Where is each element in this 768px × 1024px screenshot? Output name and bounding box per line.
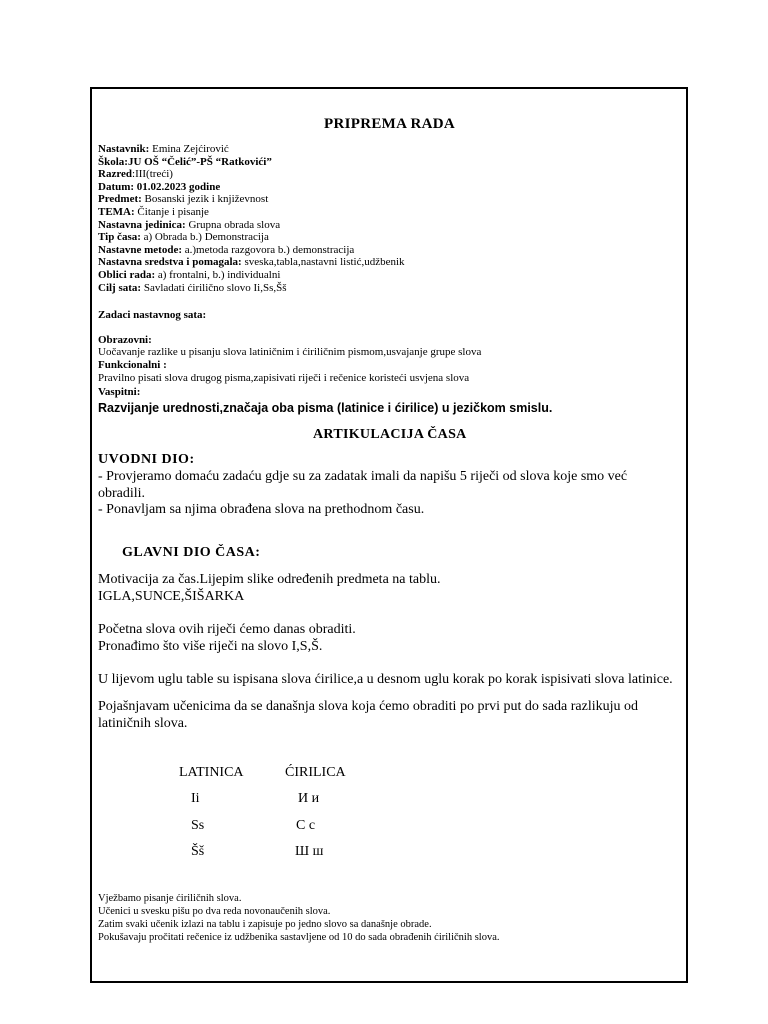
funkcionalni-label: Funkcionalni : [98,359,167,371]
info-unit: Nastavna jedinica: Grupna obrada slova [98,218,281,231]
document-title: PRIPREMA RADA [324,116,455,132]
info-goal: Cilj sata: Savladati ćirilično slovo Ii,Ss,Šš [98,281,287,294]
uvodni-heading: UVODNI DIO: [98,452,195,467]
info-date: Datum: 01.02.2023 godine [98,180,221,193]
latin-letter: Ss [191,818,205,833]
info-topic: TEMA: Čitanje i pisanje [98,205,209,218]
uvodni-text [98,469,627,519]
obrazovni-text: Uočavanje razlike u pisanju slova latiničnim i ćiriličnim pismom,usvajanje grupe slova [98,346,482,358]
info-subject: Predmet: Bosanski jezik i književnost [98,193,269,206]
latinica-header: LATINICA [179,765,244,780]
latin-letter: Šš [191,844,205,859]
tasks-heading: Zadaci nastavnog sata: [98,309,207,321]
info-grade: Razred:III(treći) [98,168,173,181]
info-work-forms: Oblici rada: a) frontalni, b.) individualni [98,268,281,281]
cirilica-header: ĆIRILICA [285,765,346,780]
paragraph-line: latiničnih slova. [98,715,188,731]
note-line: Zatim svaki učenik izlazi na tablu i zapisuje po jedno slovo sa današnje obrade. [98,919,432,930]
uvodni-line: obradili. [98,485,146,501]
funkcionalni-text: Pravilno pisati slova drugog pisma,zapisivati riječi i rečenice koristeći usvjena slova [98,372,470,384]
paragraph-line: Pojašnjavam učenicima da se današnja slova koja ćemo obraditi po prvi put do sada razlikuju od [98,699,639,714]
glavni-paragraph-2 [98,622,356,655]
lesson-info [98,143,405,294]
vaspitni-text: Razvijanje urednosti,značaja oba pisma (latinice i ćirilice) u jezičkom smislu. [98,401,553,415]
info-methods: Nastavne metode: a.)metoda razgovora b.) demonstracija [98,243,355,256]
glavni-paragraph-1 [98,572,441,605]
info-materials: Nastavna sredstva i pomagala: sveska,tabla,nastavni listić,udžbenik [98,256,405,269]
info-lesson-type: Tip časa: a) Obrada b.) Demonstracija [98,231,269,244]
note-line: Učenici u svesku pišu po dva reda novonaučenih slova. [98,906,331,917]
paragraph-line: Motivacija za čas.Lijepim slike određenih predmeta na tablu. [98,572,441,587]
paragraph-line: Početna slova ovih riječi ćemo danas obraditi. [98,622,356,637]
paragraph-line: Pronađimo što više riječi na slovo I,S,Š. [98,638,323,654]
cyrillic-letter: Ш ш [295,844,324,859]
note-line: Pokušavaju pročitati rečenice iz udžbenika sastavljene od 10 do sada obrađenih ćiriličnih slova. [98,932,500,943]
info-school: Škola:JU OŠ “Čelić”-PŠ “Ratkovići” [98,155,272,168]
glavni-paragraph-3: U lijevom uglu table su ispisana slova ćirilice,a u desnom uglu korak po korak ispisivati slova latinice. [98,672,673,687]
cyrillic-letter: С с [296,818,316,833]
uvodni-line: - Provjeramo domaću zadaću gdje su za zadatak imali da napišu 5 riječi od slova koje smo već [98,469,628,484]
glavni-paragraph-4 [98,699,638,732]
note-line: Vježbamo pisanje ćiriličnih slova. [98,893,242,904]
articulation-title: ARTIKULACIJA ČASA [313,427,467,442]
obrazovni-label: Obrazovni: [98,334,152,346]
paragraph-line: IGLA,SUNCE,ŠIŠARKA [98,588,245,604]
glavni-heading: GLAVNI DIO ČASA: [122,545,261,560]
vaspitni-label: Vaspitni: [98,386,141,398]
cyrillic-letter: И и [298,791,320,806]
info-teacher: Nastavnik: Emina Zejćirović [98,143,229,155]
closing-notes [98,892,500,944]
uvodni-line: - Ponavljam sa njima obrađena slova na prethodnom času. [98,502,425,517]
latin-letter: Ii [191,791,200,806]
